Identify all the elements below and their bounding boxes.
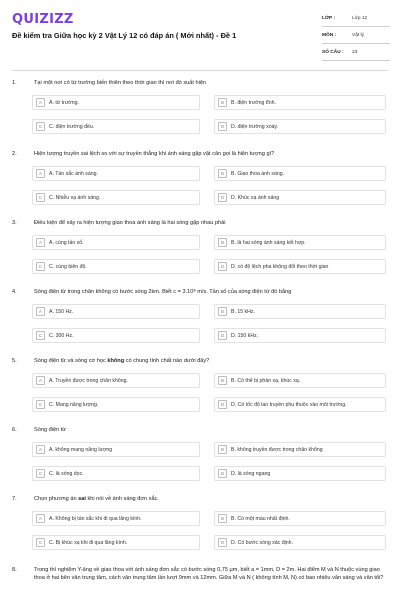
option-letter-box: B	[218, 376, 227, 385]
meta-row-class	[322, 10, 390, 27]
option-c[interactable]	[32, 328, 200, 343]
option-b[interactable]	[214, 235, 386, 250]
option-letter-box: D	[218, 400, 227, 409]
option-letter-box: B	[218, 307, 227, 316]
meta-label: SỐ CÂU :	[322, 49, 344, 55]
option-text: A. 150 Hz.	[49, 308, 74, 315]
option-letter-box: C	[36, 469, 45, 478]
option-letter-box: C	[36, 122, 45, 131]
question-text	[34, 358, 386, 366]
option-text: A. Không bị tán sắc khi đi qua lăng kính.	[49, 515, 142, 522]
quizizz-logo: QUIZIZZ	[12, 12, 74, 27]
option-d[interactable]	[214, 119, 386, 134]
question-text: Sóng điện từ trong chân không có bước sóng 2km. Biết c = 3.10⁸ m/s. Tần số của sóng điện từ đó bằng	[34, 289, 292, 295]
option-d[interactable]	[214, 466, 386, 481]
question-text: Điều kiện để xảy ra hiện tượng giao thoa ánh sáng là hai sóng gặp nhau phải	[34, 220, 226, 226]
option-c[interactable]	[32, 466, 200, 481]
option-text: B. Có thể bị phản xạ, khúc xạ.	[231, 377, 301, 384]
option-text: D. có độ lệch pha không đổi theo thời gian	[231, 263, 329, 270]
meta-row-subject	[322, 27, 390, 44]
option-b[interactable]	[214, 442, 386, 457]
option-letter-box: C	[36, 538, 45, 547]
option-text: A. cùng tần số.	[49, 239, 84, 246]
question-number: 8.	[12, 567, 17, 573]
option-text: B. Có một màu nhất định.	[231, 515, 290, 522]
option-a[interactable]	[32, 235, 200, 250]
option-b[interactable]	[214, 511, 386, 526]
option-d[interactable]	[214, 259, 386, 274]
question-text: Sóng điện từ	[34, 427, 67, 433]
meta-value: Lớp 12	[352, 15, 368, 21]
option-letter-box: A	[36, 514, 45, 523]
option-letter-box: C	[36, 262, 45, 271]
option-b[interactable]	[214, 166, 386, 181]
option-letter-box: C	[36, 193, 45, 202]
question-text-start: Chọn phương án	[34, 496, 79, 502]
option-letter-box: B	[218, 169, 227, 178]
option-a[interactable]	[32, 373, 200, 388]
question-number: 4.	[12, 289, 17, 295]
question-text: Hiện tượng truyền sai lệch so với sự truyền thẳng khi ánh sáng gặp vật cản gọi là hiện tượng gì?	[34, 151, 275, 157]
option-text: C. cùng biên độ.	[49, 263, 87, 270]
option-letter-box: B	[218, 514, 227, 523]
question-text: Tại một nơi có từ trường biến thiên theo thời gian thì nơi đó xuất hiện	[34, 80, 207, 86]
meta-row-question-count	[322, 44, 390, 61]
option-b[interactable]	[214, 304, 386, 319]
option-c[interactable]	[32, 119, 200, 134]
meta-value: 23	[352, 49, 358, 55]
question-number: 1.	[12, 80, 17, 86]
meta-value: Vật lý	[352, 32, 364, 38]
option-letter-box: C	[36, 331, 45, 340]
question-text	[34, 496, 386, 504]
option-c[interactable]	[32, 397, 200, 412]
header-divider	[12, 70, 388, 71]
question-text-end: khi nói về ánh sáng đơn sắc.	[85, 496, 159, 502]
question-number: 3.	[12, 220, 17, 226]
option-text: C. Bị khúc xạ khi đi qua lăng kính.	[49, 539, 128, 546]
option-d[interactable]	[214, 535, 386, 550]
option-letter-box: A	[36, 238, 45, 247]
option-letter-box: A	[36, 307, 45, 316]
option-text: C. Mang năng lượng.	[49, 401, 99, 408]
question-text-emphasis: sai	[78, 496, 86, 502]
question-number: 6.	[12, 427, 17, 433]
option-letter-box: A	[36, 169, 45, 178]
option-letter-box: B	[218, 238, 227, 247]
option-a[interactable]	[32, 304, 200, 319]
meta-label: LỚP :	[322, 15, 336, 21]
option-a[interactable]	[32, 442, 200, 457]
option-text: B. Giao thoa ánh sáng.	[231, 170, 285, 177]
worksheet-title: Đề kiểm tra Giữa học kỳ 2 Vật Lý 12 có đáp án ( Mới nhất) - Đề 1	[12, 31, 237, 40]
option-letter-box: D	[218, 262, 227, 271]
option-letter-box: B	[218, 98, 227, 107]
option-letter-box: A	[36, 376, 45, 385]
option-b[interactable]	[214, 95, 386, 110]
option-text: B. là hai sóng ánh sáng kết hợp.	[231, 239, 306, 246]
option-text: C. điện trường đều.	[49, 123, 95, 130]
meta-panel	[322, 10, 390, 61]
option-letter-box: D	[218, 538, 227, 547]
option-text: D. Khúc xạ ánh sáng	[231, 194, 280, 201]
option-text: D. Có tốc độ lan truyền phụ thuộc vào môi trường.	[231, 401, 347, 408]
option-text: D. điện trường xoáy.	[231, 123, 279, 130]
option-text: C. Nhiễu xạ ánh sáng.	[49, 194, 101, 201]
option-text: D. Có bước sóng xác định.	[231, 539, 293, 546]
option-text: C. là sóng dọc.	[49, 470, 84, 477]
question-text-end: có chung tính chất nào dưới đây?	[124, 358, 210, 364]
option-letter-box: A	[36, 445, 45, 454]
option-c[interactable]	[32, 259, 200, 274]
option-text: B. 15 kHz.	[231, 308, 255, 315]
option-a[interactable]	[32, 95, 200, 110]
option-c[interactable]	[32, 190, 200, 205]
option-letter-box: C	[36, 400, 45, 409]
option-letter-box: D	[218, 193, 227, 202]
option-text: D. 150 kHz.	[231, 332, 259, 339]
option-text: B. không truyền được trong chân không	[231, 446, 323, 453]
question-number: 5.	[12, 358, 17, 364]
option-text: D. là sóng ngang	[231, 470, 271, 477]
option-text: A. từ trường.	[49, 99, 79, 106]
option-d[interactable]	[214, 190, 386, 205]
option-letter-box: D	[218, 469, 227, 478]
option-letter-box: B	[218, 445, 227, 454]
option-text: A. Truyền được trong chân không.	[49, 377, 128, 384]
option-text: A. không mang năng lượng	[49, 446, 113, 453]
question-text: Trong thí nghiệm Y-âng về giao thoa với ánh sáng đơn sắc có bước sóng 0,75 μm, biết a = 1mm, D = 2m. Hai điểm M và N thuộc vùng giao thoa ở hai bên vân trung tâm, cách vân trung tâm lần lượt 9mm và 12mm. Giữa M và N ( không tính M, N) có bao nhiêu vân sáng và vân tối?	[34, 567, 384, 581]
option-text: C. 300 Hz.	[49, 332, 74, 339]
option-d[interactable]	[214, 328, 386, 343]
question-text-start: Sóng điện từ và sóng cơ học	[34, 358, 108, 364]
option-letter-box: A	[36, 98, 45, 107]
option-a[interactable]	[32, 166, 200, 181]
option-text: B. điện trường tĩnh.	[231, 99, 276, 106]
option-d[interactable]	[214, 397, 386, 412]
question-text-emphasis: không	[107, 358, 125, 364]
worksheet-header	[0, 0, 400, 70]
option-c[interactable]	[32, 535, 200, 550]
option-letter-box: D	[218, 122, 227, 131]
option-letter-box: D	[218, 331, 227, 340]
option-text: A. Tán sắc ánh sáng.	[49, 170, 98, 177]
meta-label: MÔN :	[322, 32, 337, 38]
option-a[interactable]	[32, 511, 200, 526]
question-number: 2.	[12, 151, 17, 157]
option-b[interactable]	[214, 373, 386, 388]
question-number: 7.	[12, 496, 17, 502]
